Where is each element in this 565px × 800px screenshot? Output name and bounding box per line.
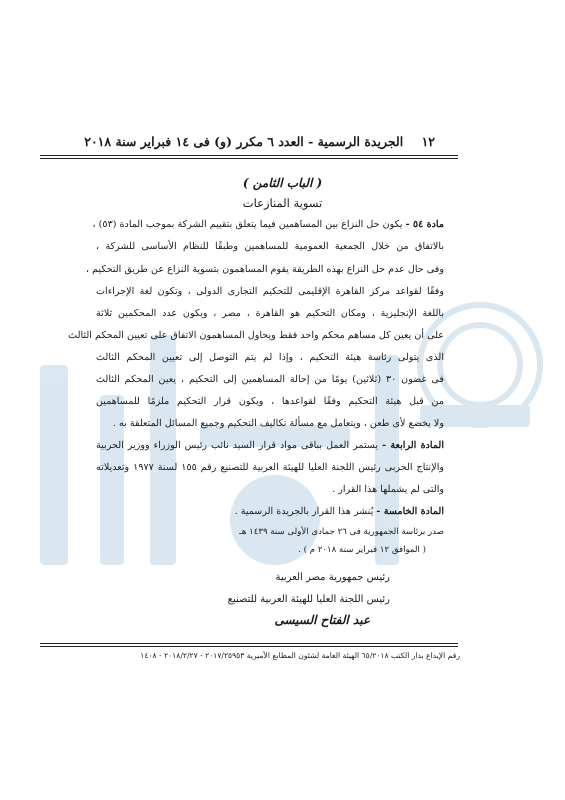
article4-line (96, 439, 444, 453)
page-header (75, 134, 435, 149)
article4-line: والإنتاج الحربى رئيس اللجنة العليا للهيئة العربية للتصنيع رقم ١٥٥ لسنة ١٩٧٧ وتعديلاته (96, 462, 444, 473)
issued-line: صدر برئاسة الجمهورية فى ٢٦ جمادى الأولى سنة ١٤٣٩ هـ (239, 527, 444, 537)
article5-label: المادة الخامسة - (376, 506, 444, 517)
article4-label: المادة الرابعة - (382, 440, 444, 451)
signature-title-president: رئيس جمهورية مصر العربية (275, 572, 390, 583)
article4-line: والتى لم يشملها هذا القرار . (332, 484, 444, 495)
article54-line (92, 218, 444, 232)
article54-line: وفى حال عدم حل النزاع بهذه الطريقة يقوم المساهمون بتسوية النزاع عن طريق التحكيم ، (85, 264, 444, 275)
article54-line: من قبل هيئة التحكيم وفقًا لقواعدها ، ويكون قرار التحكيم ملزمًا للمساهمين (96, 396, 444, 407)
gazette-title: الجريدة الرسمية - العدد ٦ مكرر (و) فى ١٤ فبراير سنة ٢٠١٨ (84, 134, 404, 149)
article54-line: باللغة الإنجليزية ، ومكان التحكيم هو القاهرة ، مصر ، ويكون عدد المحكمين ثلاثة (96, 308, 444, 319)
article54-line: بالاتفاق من خلال الجمعية العمومية للمساهمين وطبقًا للنظام الأساسى للشركة ، (96, 241, 444, 252)
article54-line: الذى يتولى رئاسة هيئة التحكيم ، وإذا لم يتم التوصل إلى تعيين المحكم الثالث (96, 352, 444, 363)
article5-line (96, 505, 444, 519)
article54-line: وفقًا لقواعد مركز القاهرة الإقليمى للتحكيم التجارى الدولى ، وتكون لغة الإجراءات (96, 286, 444, 297)
article54-line: على أن يعين كل مساهم محكم واحد فقط ويحاول المساهمون الاتفاق على تعيين المحكم الثالث (68, 330, 444, 341)
article4-text: يستمر العمل بباقى مواد قرار السيد نائب رئيس الوزراء ووزير الحربية (96, 440, 379, 451)
header-rule (40, 155, 458, 159)
chapter-title: ( الباب الثامن ) (242, 176, 323, 190)
signature-name: عبد الفتاح السيسى (274, 613, 370, 627)
article5-text: يُنشر هذا القرار بالجريدة الرسمية . (234, 506, 374, 517)
footer-rule (40, 643, 458, 647)
article54-line: فى غضون ٣٠ (ثلاثين) يومًا من إحالة المساهمين إلى التحكيم ، يعين المحكم الثالث (96, 374, 444, 385)
article54-label: مادة ٥٤ - (405, 219, 444, 230)
article54-text: يكون حل النزاع بين المساهمين فيما يتعلق بتقييم الشركة بموجب المادة (٥٣) ، (92, 219, 403, 230)
issued-date-line: ( الموافق ١٢ فبراير سنة ٢٠١٨ م ) . (298, 545, 426, 555)
chapter-subject: تسوية المنازعات (242, 196, 323, 210)
footer-deposit-info: رقم الإيداع بدار الكتب ٦٥/٢٠١٨ الهيئة العامة لشئون المطابع الأميرية ٢٠١٧/٢٥٩٥٣ - ٢٠١٨/٢/٢٧ - ١٤٠٨ (140, 651, 460, 660)
page-number: ١٢ (421, 134, 435, 149)
article54-line: ولا يخضع لأى طعن ، ويتعامل مع مسألة تكاليف التحكيم وجميع المسائل المتعلقة به . (112, 418, 444, 429)
signature-title-committee: رئيس اللجنة العليا للهيئة العربية للتصنيع (227, 594, 390, 605)
